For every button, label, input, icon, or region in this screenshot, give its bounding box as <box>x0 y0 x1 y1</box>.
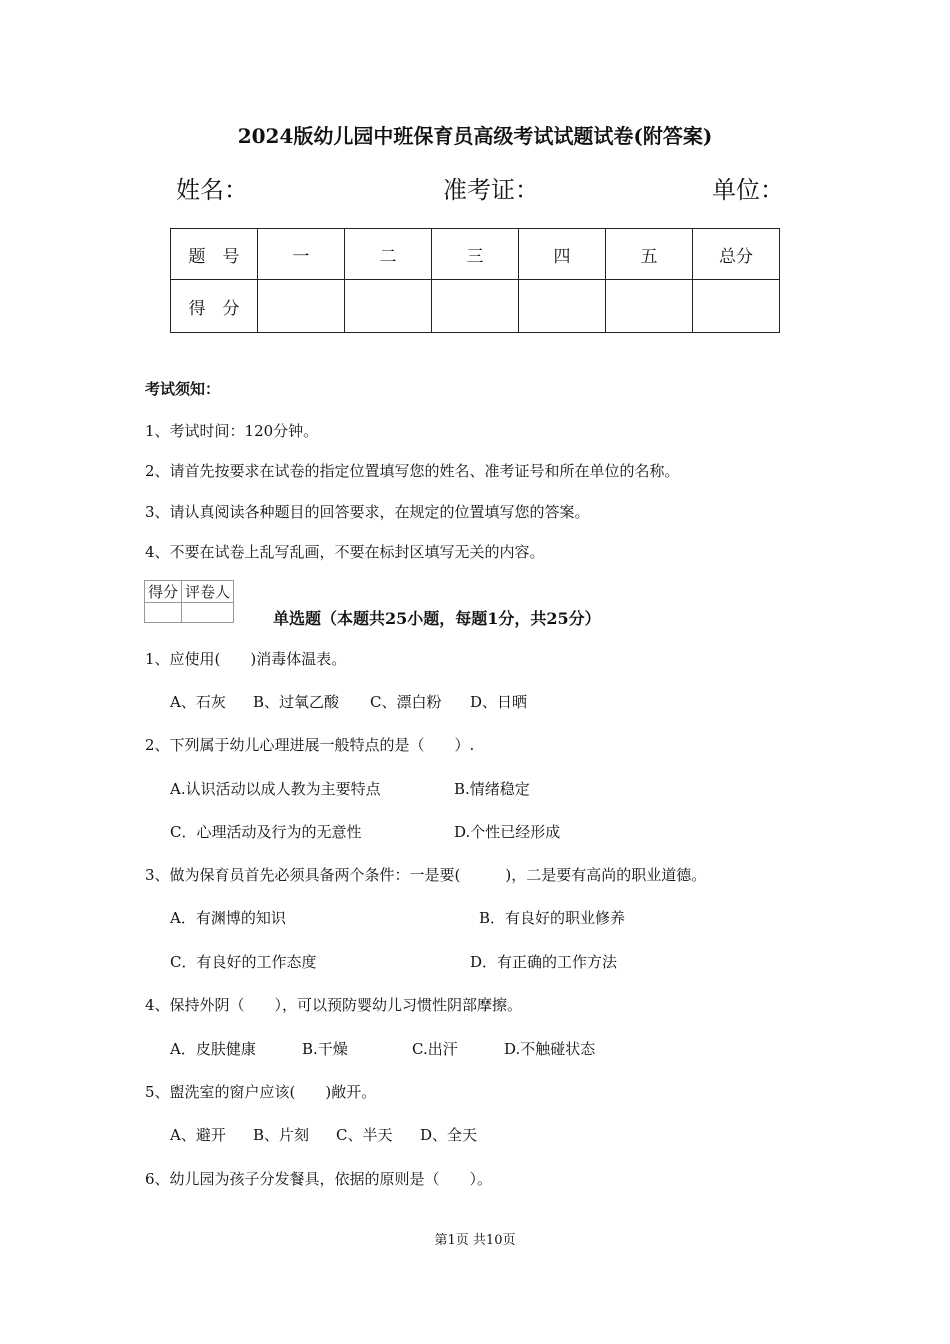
option: C．有良好的工作态度 <box>170 953 317 971</box>
option: B、过氧乙酸 <box>253 693 340 711</box>
option: A.认识活动以成人教为主要特点 <box>170 780 381 798</box>
notice-item: 3、请认真阅读各种题目的回答要求，在规定的位置填写您的答案。 <box>145 503 590 521</box>
score-cell[interactable] <box>606 280 693 333</box>
option: B.情绪稳定 <box>454 780 530 798</box>
score-header-cell: 题 号 <box>171 229 258 280</box>
notice-item: 4、不要在试卷上乱写乱画，不要在标封区填写无关的内容。 <box>145 543 545 561</box>
option: B、片刻 <box>253 1126 310 1144</box>
notice-item: 2、请首先按要求在试卷的指定位置填写您的姓名、准考证号和所在单位的名称。 <box>145 462 680 480</box>
grader-reviewer-label: 评卷人 <box>182 581 234 603</box>
option: A．皮肤健康 <box>170 1040 256 1058</box>
option: D.个性已经形成 <box>454 823 561 841</box>
question-stem: 4、保持外阴（ ），可以预防婴幼儿习惯性阴部摩擦。 <box>145 996 523 1014</box>
option: B.干燥 <box>302 1040 348 1058</box>
option: C.出汗 <box>412 1040 458 1058</box>
grader-box <box>144 580 234 623</box>
notice-heading: 考试须知： <box>145 380 221 398</box>
score-header-cell: 一 <box>258 229 345 280</box>
option: D.不触碰状态 <box>504 1040 596 1058</box>
page-footer: 第1页 共10页 <box>434 1233 516 1248</box>
grader-score-label: 得分 <box>145 581 182 603</box>
option: C、漂白粉 <box>370 693 442 711</box>
score-cell[interactable] <box>345 280 432 333</box>
score-header-cell: 五 <box>606 229 693 280</box>
grader-score-cell[interactable] <box>145 603 182 623</box>
score-table-score-row <box>171 280 780 333</box>
score-cell[interactable] <box>432 280 519 333</box>
section-title: 单选题（本题共25小题，每题1分，共25分） <box>273 609 601 628</box>
question-stem: 1、应使用( )消毒体温表。 <box>145 650 347 668</box>
option: C、半天 <box>336 1126 393 1144</box>
score-header-cell: 三 <box>432 229 519 280</box>
score-cell[interactable] <box>258 280 345 333</box>
unit-label: 单位： <box>712 176 784 204</box>
notice-item: 1、考试时间：120分钟。 <box>145 422 319 440</box>
option: A．有渊博的知识 <box>170 909 286 927</box>
option: A、避开 <box>170 1126 226 1144</box>
grader-reviewer-cell[interactable] <box>182 603 234 623</box>
score-cell[interactable] <box>519 280 606 333</box>
question-stem: 6、幼儿园为孩子分发餐具，依据的原则是（ ）。 <box>145 1170 493 1188</box>
option: B．有良好的职业修养 <box>479 909 626 927</box>
question-stem: 3、做为保育员首先必须具备两个条件：一是要( )，二是要有高尚的职业道德。 <box>145 866 707 884</box>
option: C．心理活动及行为的无意性 <box>170 823 362 841</box>
name-label: 姓名： <box>176 176 248 204</box>
option: D、日晒 <box>470 693 528 711</box>
option: D．有正确的工作方法 <box>470 953 618 971</box>
score-table <box>170 228 780 333</box>
option: A、石灰 <box>170 693 226 711</box>
score-table-header-row <box>171 229 780 280</box>
exam-id-label: 准考证： <box>443 176 539 204</box>
score-cell[interactable] <box>693 280 780 333</box>
page-title: 2024版幼儿园中班保育员高级考试试题试卷(附答案) <box>237 124 713 148</box>
option: D、全天 <box>420 1126 478 1144</box>
score-header-cell: 总分 <box>693 229 780 280</box>
score-header-cell: 四 <box>519 229 606 280</box>
question-stem: 2、下列属于幼儿心理进展一般特点的是（ ）. <box>145 736 475 754</box>
score-row-label: 得 分 <box>171 280 258 333</box>
score-header-cell: 二 <box>345 229 432 280</box>
question-stem: 5、盥洗室的窗户应该( )敞开。 <box>145 1083 377 1101</box>
